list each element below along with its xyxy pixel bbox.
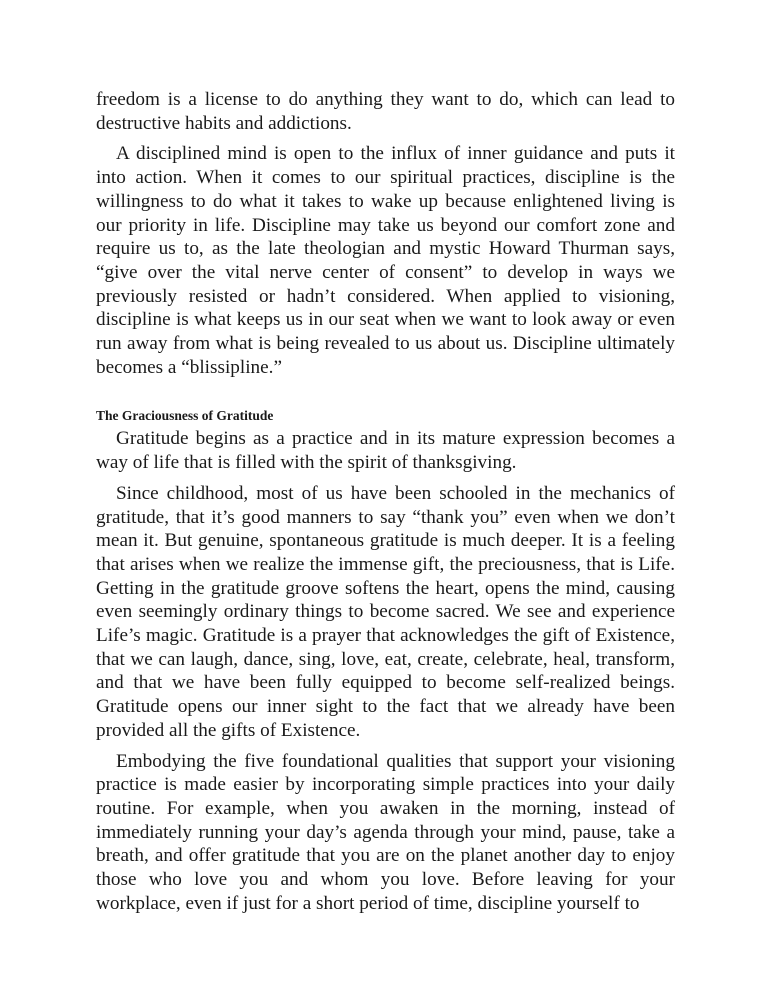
paragraph-gratitude-intro: Gratitude begins as a practice and in its mature expression becomes a way of life that is filled with the spirit of thanksgiving.	[96, 428, 675, 474]
section-heading: The Graciousness of Gratitude	[96, 408, 274, 424]
paragraph-discipline: A disciplined mind is open to the influx of inner guidance and puts it into action. When it comes to our spiritual practices, discipline is the willingness to do what it takes to wake up because enlightened living is our priority in life. Discipline may take us beyond our comfort zone and require us to, as the late theologian and mystic Howard Thurman says, “give over the vital nerve center of consent” to develop in ways we previously resisted or hadn’t considered. When applied to visioning, discipline is what keeps us in our seat when we want to look away or even run away from what is being revealed to us about us. Discipline ultimately becomes a “blissipline.”	[96, 143, 675, 378]
book-page	[96, 88, 675, 916]
paragraph-embodying: Embodying the five foundational qualities that support your visioning practice is made easier by incorporating simple practices into your daily routine. For example, when you awaken in the morning, instead of immediately running your day’s agenda through your mind, pause, take a breath, and offer gratitude that you are on the planet another day to enjoy those who love you and whom you love. Before leaving for your workplace, even if just for a short period of time, discipline yourself to	[96, 750, 675, 914]
paragraph-continuation: freedom is a license to do anything they want to do, which can lead to destructive habits and addictions.	[96, 89, 675, 134]
paragraph-gratitude-childhood: Since childhood, most of us have been schooled in the mechanics of gratitude, that it’s good manners to say “thank you” even when we don’t mean it. But genuine, spontaneous gratitude is much deeper. It is a feeling that arises when we realize the immense gift, the preciousness, that is Life. Getting in the gratitude groove softens the heart, opens the mind, causing even seemingly ordinary things to become sacred. We see and experience Life’s magic. Gratitude is a prayer that acknowledges the gift of Existence, that we can laugh, dance, sing, love, eat, create, celebrate, heal, transform, and that we have been fully equipped to become self-realized beings. Gratitude opens our inner sight to the fact that we already have been provided all the gifts of Existence.	[96, 482, 675, 741]
